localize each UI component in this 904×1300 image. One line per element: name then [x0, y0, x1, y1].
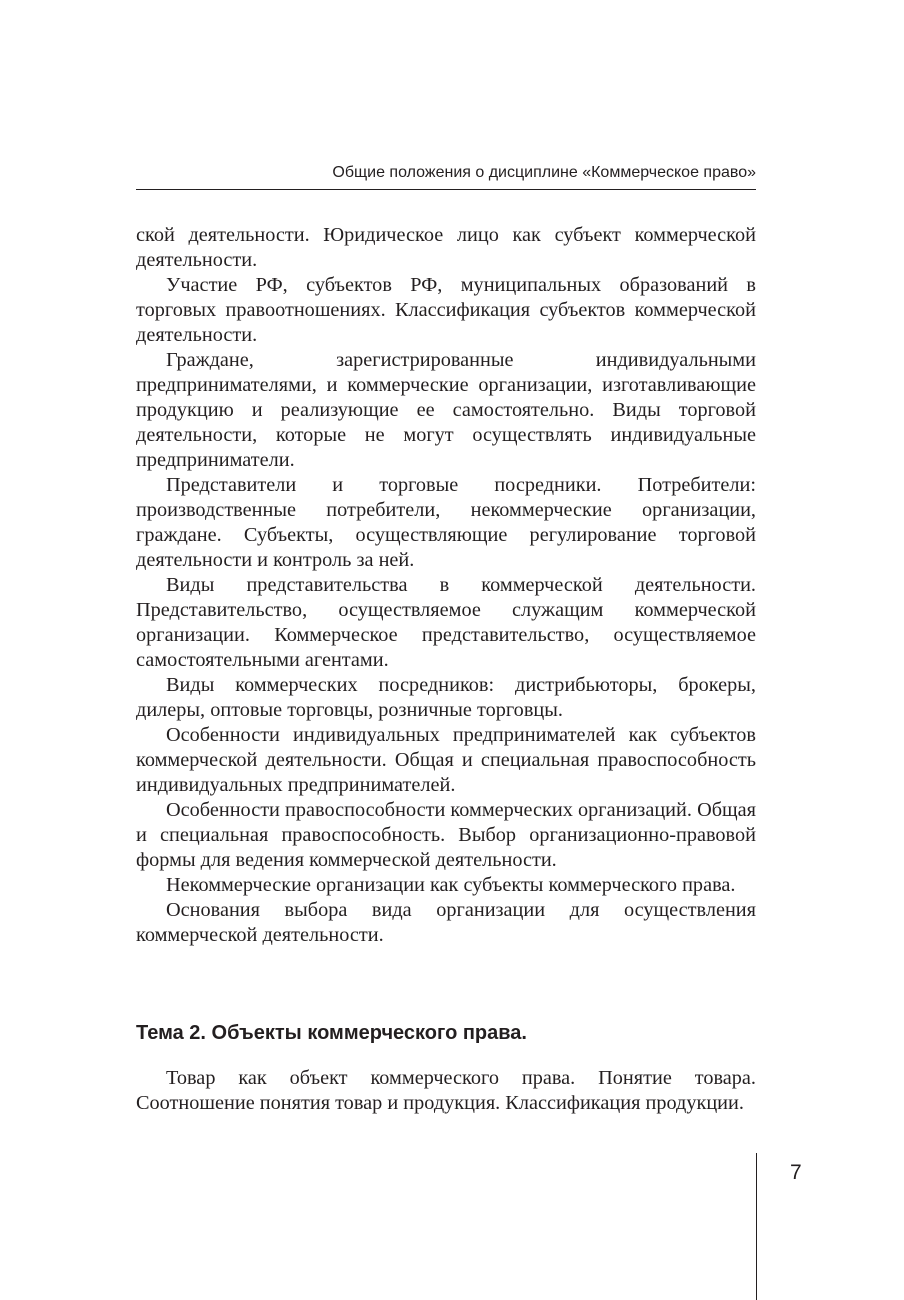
- paragraph: Основания выбора вида организации для осуществления коммерческой деятельности.: [136, 899, 756, 946]
- page-number-rule: [756, 1153, 757, 1300]
- paragraph: Участие РФ, субъектов РФ, муниципальных образований в торговых правоотношениях. Классификация субъектов коммерческой деятельности.: [136, 274, 756, 346]
- header-rule: [136, 189, 756, 190]
- paragraph: Граждане, зарегистрированные индивидуальными предпринимателями, и коммерческие организации, изготавливающие продукцию и реализующие ее самостоятельно. Виды торговой деятельности, которые не могут осуществлять индивидуальные предприниматели.: [136, 349, 756, 471]
- paragraph: Виды представительства в коммерческой деятельности. Представительство, осуществляемое служащим коммерческой организации. Коммерческое представительство, осуществляемое самостоятельными агентами.: [136, 574, 756, 671]
- page-number: 7: [790, 1161, 802, 1184]
- paragraph: Виды коммерческих посредников: дистрибьюторы, брокеры, дилеры, оптовые торговцы, розничные торговцы.: [136, 674, 756, 721]
- paragraph: Некоммерческие организации как субъекты коммерческого права.: [166, 874, 736, 896]
- paragraph: Представители и торговые посредники. Потребители: производственные потребители, некоммерческие организации, граждане. Субъекты, осуществляющие регулирование торговой деятельности и контроль за ней.: [136, 474, 756, 571]
- paragraph: Особенности правоспособности коммерческих организаций. Общая и специальная правоспособность. Выбор организационно-правовой формы для ведения коммерческой деятельности.: [136, 799, 756, 871]
- running-head: Общие положения о дисциплине «Коммерческое право»: [332, 164, 756, 181]
- paragraph: Особенности индивидуальных предпринимателей как субъектов коммерческой деятельности. Общая и специальная правоспособность индивидуальных предпринимателей.: [136, 724, 756, 796]
- section-text: [136, 1066, 756, 1116]
- paragraph: Товар как объект коммерческого права. Понятие товара. Соотношение понятия товар и продукция. Классификация продукции.: [136, 1067, 756, 1114]
- body-text: [136, 223, 756, 948]
- paragraph: ской деятельности. Юридическое лицо как субъект коммерческой деятельности.: [136, 224, 756, 271]
- section-heading: Тема 2. Объекты коммерческого права.: [136, 1022, 527, 1044]
